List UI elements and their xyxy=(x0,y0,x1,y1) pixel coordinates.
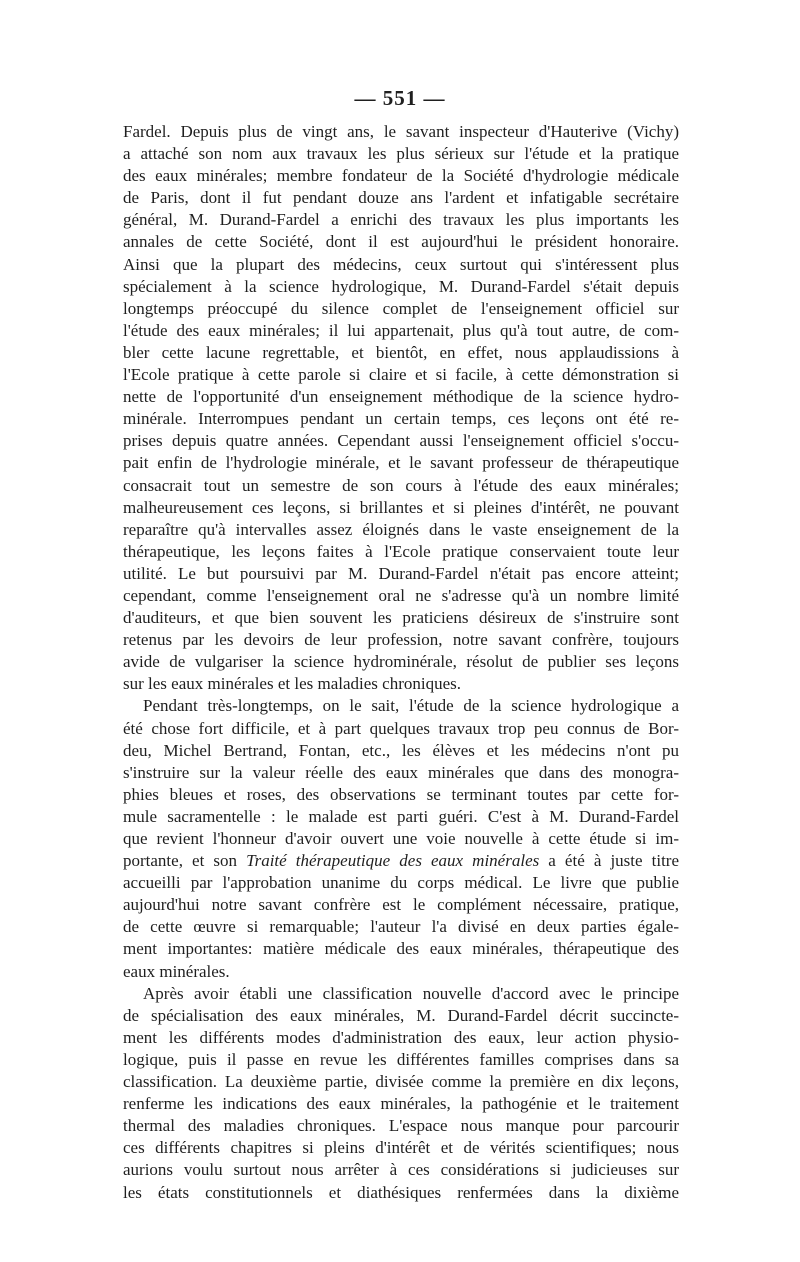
text-line: que revient l'honneur d'avoir ouvert une voie nouvelle à cette étude si im- xyxy=(123,829,679,848)
text-line: l'étude des eaux minérales; il lui appartenait, plus qu'à tout autre, de com- xyxy=(123,320,679,340)
text-line: nette de l'opportunité d'un enseignement méthodique de la science hydro- xyxy=(123,387,679,407)
text-line: des eaux minérales; membre fondateur de la Société d'hydrologie médicale xyxy=(123,166,679,186)
text-line: malheureusement ces leçons, si brillantes et si pleines d'intérêt, ne pouvant xyxy=(123,497,679,517)
text-line: de spécialisation des eaux minérales, M. Durand-Fardel décrit succincte- xyxy=(123,1005,679,1025)
book-title: Traité thérapeutique des eaux minérales xyxy=(246,851,540,871)
text-line xyxy=(123,850,679,872)
text-line: général, M. Durand-Fardel a enrichi des travaux les plus importants les xyxy=(123,210,679,230)
text-line: minérale. Interrompues pendant un certain temps, ces leçons ont été re- xyxy=(123,409,679,429)
text-line: s'instruire sur la valeur réelle des eaux minérales que dans des monogra- xyxy=(123,762,679,782)
text-segment: a été à juste titre xyxy=(539,851,680,871)
text-line: Après avoir établi une classification nouvelle d'accord avec le principe xyxy=(143,983,679,1003)
text-line: deu, Michel Bertrand, Fontan, etc., les élèves et les médecins n'ont pu xyxy=(123,740,679,760)
page-number: — 551 — xyxy=(354,86,446,110)
text-line: renferme les indications des eaux minérales, la pathogénie et le traitement xyxy=(123,1094,679,1114)
text-line: reparaître qu'à intervalles assez éloignés dans le vaste enseignement de la xyxy=(123,519,679,539)
text-line: été chose fort difficile, et à part quelques travaux trop peu connus de Bor- xyxy=(123,718,679,738)
text-line: les états constitutionnels et diathésiques renfermées dans la dixième xyxy=(123,1182,679,1202)
text-line: pait enfin de l'hydrologie minérale, et le savant professeur de thérapeutique xyxy=(123,453,679,473)
text-line: Pendant très-longtemps, on le sait, l'étude de la science hydrologique a xyxy=(143,696,679,716)
text-line: aujourd'hui notre savant confrère est le complément nécessaire, pratique, xyxy=(123,895,679,915)
text-line: utilité. Le but poursuivi par M. Durand-Fardel n'était pas encore atteint; xyxy=(123,563,679,583)
text-line: cependant, comme l'enseignement oral ne s'adresse qu'à un nombre limité xyxy=(123,585,679,605)
text-line: Fardel. Depuis plus de vingt ans, le savant inspecteur d'Hauterive (Vichy) xyxy=(123,122,679,141)
text-line: longtemps préoccupé du silence complet de l'enseignement officiel sur xyxy=(123,298,679,318)
text-line: de Paris, dont il fut pendant douze ans l'ardent et infatigable secrétaire xyxy=(123,188,679,208)
text-line: ment les différents modes d'administration des eaux, leur action physio- xyxy=(123,1027,679,1047)
body-text xyxy=(123,121,679,1204)
text-line: bler cette lacune regrettable, et bientôt, en effet, nous applaudissions à xyxy=(123,342,679,362)
text-line: thermal des maladies chroniques. L'espace nous manque pour parcourir xyxy=(123,1116,679,1136)
text-line: spécialement à la science hydrologique, M. Durand-Fardel s'était depuis xyxy=(123,276,679,296)
text-line: eaux minérales. xyxy=(123,961,230,981)
text-line: classification. La deuxième partie, divisée comme la première en dix leçons, xyxy=(123,1072,679,1092)
text-line: de cette œuvre si remarquable; l'auteur l'a divisé en deux parties égale- xyxy=(123,917,679,937)
text-line: d'auditeurs, et que bien souvent les praticiens désireux de s'instruire sont xyxy=(123,608,679,628)
text-line: mule sacramentelle : le malade est parti guéri. C'est à M. Durand-Fardel xyxy=(123,806,679,826)
text-line: sur les eaux minérales et les maladies chroniques. xyxy=(123,674,461,694)
text-line: phies bleues et roses, des observations se terminant toutes par cette for- xyxy=(123,784,679,804)
text-line: aurions voulu surtout nous arrêter à ces considérations si judicieuses sur xyxy=(123,1160,679,1180)
text-segment: portante, et son xyxy=(123,851,247,871)
text-line: logique, puis il passe en revue les différentes familles comprises dans sa xyxy=(123,1049,679,1069)
text-line: accueilli par l'approbation unanime du corps médical. Le livre que publie xyxy=(123,873,679,893)
text-line: Ainsi que la plupart des médecins, ceux surtout qui s'intéressent plus xyxy=(123,254,679,274)
text-line: a attaché son nom aux travaux les plus sérieux sur l'étude et la pratique xyxy=(123,144,679,164)
text-line: ment importantes: matière médicale des eaux minérales, thérapeutique des xyxy=(123,939,679,959)
text-line: ces différents chapitres si pleins d'intérêt et de vérités scientifiques; nous xyxy=(123,1138,679,1158)
text-line: thérapeutique, les leçons faites à l'Ecole pratique conservaient toute leur xyxy=(123,541,679,561)
text-line: annales de cette Société, dont il est aujourd'hui le président honoraire. xyxy=(123,232,679,252)
text-line: l'Ecole pratique à cette parole si claire et si facile, à cette démonstration si xyxy=(123,365,679,385)
text-line: retenus par les devoirs de leur profession, notre savant confrère, toujours xyxy=(123,630,679,650)
text-line: consacrait tout un semestre de son cours à l'étude des eaux minérales; xyxy=(123,475,679,495)
text-line: prises depuis quatre années. Cependant aussi l'enseignement officiel s'occu- xyxy=(123,431,679,451)
text-line: avide de vulgariser la science hydrominérale, résolut de publier ses leçons xyxy=(123,652,679,672)
